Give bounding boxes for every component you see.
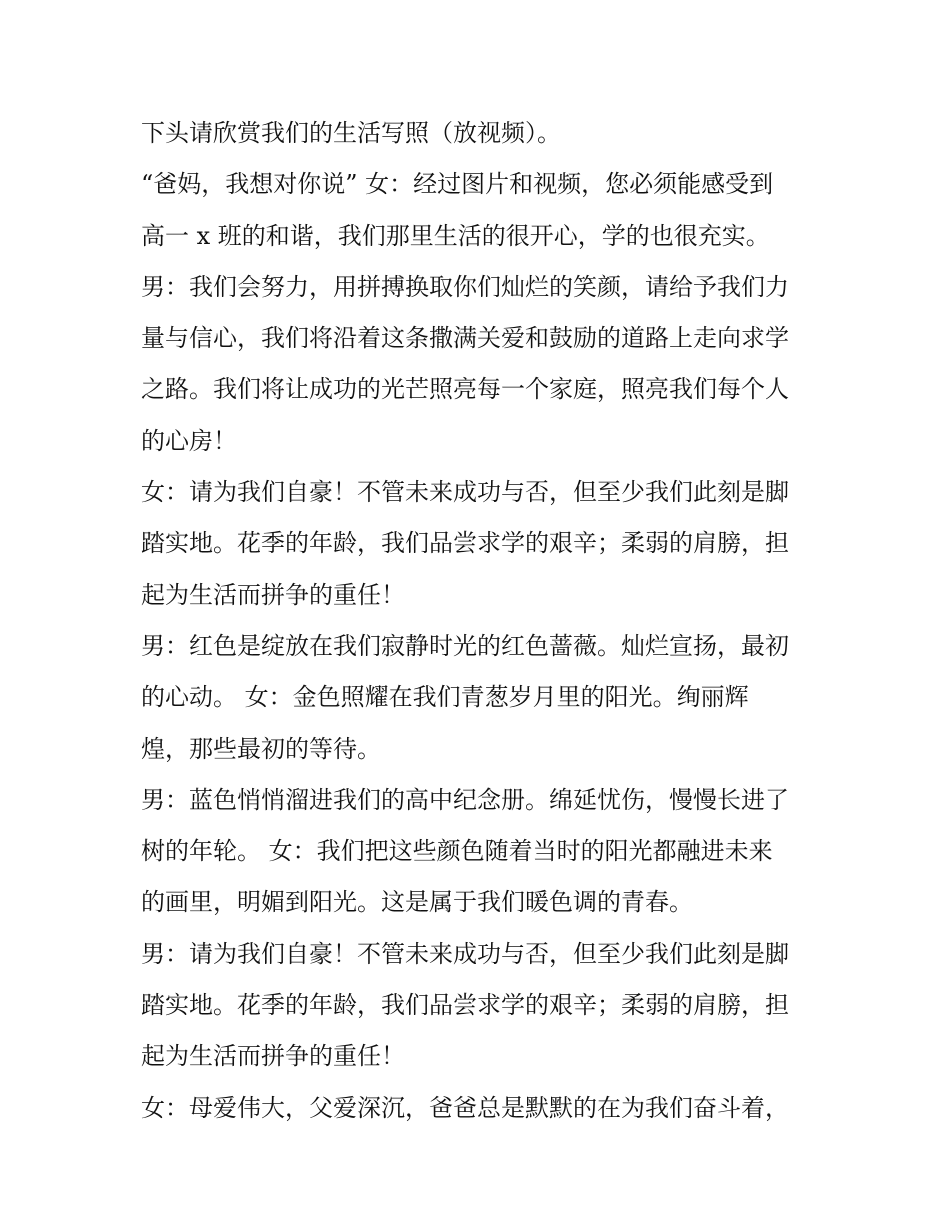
- text-line-11: 男：红色是绽放在我们寂静时光的红色蔷薇。灿烂宣扬，最初: [141, 631, 789, 660]
- text-line-19: 起为生活而拼争的重任！: [141, 1042, 405, 1071]
- text-line-14: 男：蓝色悄悄溜进我们的高中纪念册。绵延忧伤，慢慢长进了: [141, 785, 789, 814]
- document-body: [141, 108, 821, 1134]
- text-line-3: 高一 x 班的和谐，我们那里生活的很开心，学的也很充实。: [141, 221, 770, 250]
- text-line-15: 树的年轮。 女：我们把这些颜色随着当时的阳光都融进未来: [141, 837, 773, 866]
- text-line-5: 量与信心，我们将沿着这条撒满关爱和鼓励的道路上走向求学: [141, 324, 789, 353]
- text-line-4: 男：我们会努力，用拼搏换取你们灿烂的笑颜，请给予我们力: [141, 272, 789, 301]
- text-line-7: 的心房！: [141, 426, 237, 455]
- text-line-8: 女：请为我们自豪！不管未来成功与否，但至少我们此刻是脚: [141, 478, 789, 507]
- text-line-17: 男：请为我们自豪！不管未来成功与否，但至少我们此刻是脚: [141, 939, 789, 968]
- text-line-13: 煌，那些最初的等待。: [141, 734, 381, 763]
- text-line-10: 起为生活而拼争的重任！: [141, 580, 405, 609]
- text-line-2: “爸妈，我想对你说” 女：经过图片和视频，您必须能感受到: [141, 170, 774, 199]
- text-line-9: 踏实地。花季的年龄，我们品尝求学的艰辛；柔弱的肩膀，担: [141, 529, 789, 558]
- text-line-20: 女：母爱伟大，父爱深沉，爸爸总是默默的在为我们奋斗着，: [141, 1093, 789, 1122]
- text-line-6: 之路。我们将让成功的光芒照亮每一个家庭，照亮我们每个人: [141, 375, 789, 404]
- text-line-16: 的画里，明媚到阳光。这是属于我们暖色调的青春。: [141, 888, 693, 917]
- text-line-18: 踏实地。花季的年龄，我们品尝求学的艰辛；柔弱的肩膀，担: [141, 991, 789, 1020]
- text-line-12: 的心动。 女：金色照耀在我们青葱岁月里的阳光。绚丽辉: [141, 683, 749, 712]
- text-line-1: 下头请欣赏我们的生活写照（放视频）。: [141, 119, 561, 147]
